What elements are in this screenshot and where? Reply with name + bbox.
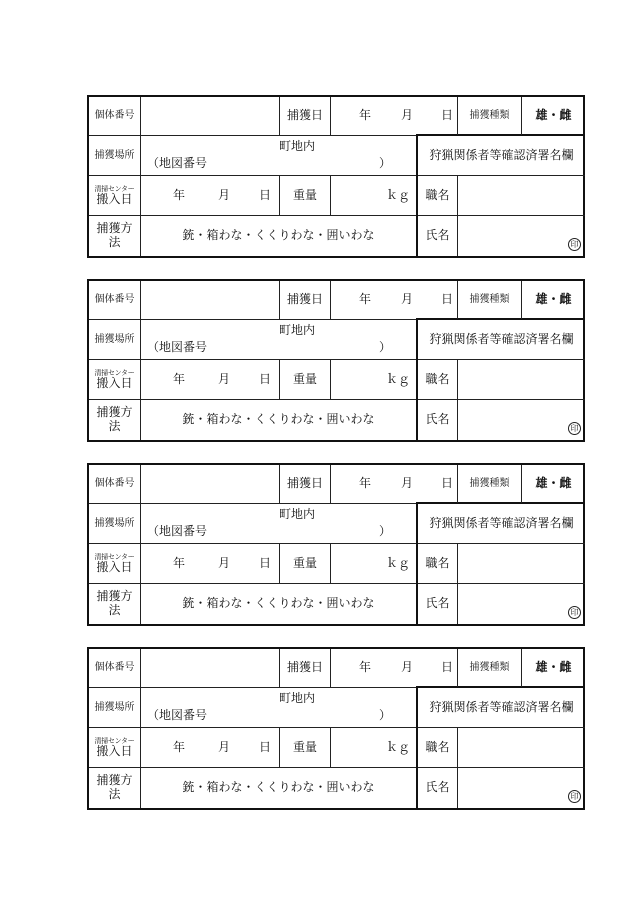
kg-unit: ｋｇ [385, 187, 410, 202]
capture-place-field[interactable] [141, 504, 416, 543]
seal-mark-icon: 印 [568, 238, 581, 251]
cleaning-center-label: 清掃センター [94, 736, 135, 745]
job-title-label: 職名 [425, 371, 450, 386]
month-label: 月 [401, 660, 414, 675]
month-label: 月 [218, 739, 231, 754]
month-label: 月 [218, 187, 231, 202]
capture-date-field[interactable] [331, 649, 457, 687]
sex-selector[interactable]: 雄・雌 [535, 660, 572, 675]
map-number-open: （地図番号 [147, 340, 208, 354]
kg-unit: ｋｇ [385, 555, 410, 570]
delivery-label: 搬入日 [96, 191, 133, 206]
capture-species-label: 捕獲種類 [469, 110, 510, 122]
cleaning-center-label: 清掃センター [94, 184, 135, 193]
delivery-date-label [89, 728, 140, 767]
year-label: 年 [173, 555, 186, 570]
weight-label: 重量 [292, 739, 317, 754]
capture-record-card [87, 279, 585, 442]
id-number-label: 個体番号 [94, 478, 135, 490]
year-label: 年 [173, 739, 186, 754]
confirmation-signature-title: 狩猟関係者等確認済署名欄 [429, 515, 574, 530]
name-field[interactable] [458, 400, 585, 440]
weight-field[interactable] [331, 360, 416, 399]
name-label: 氏名 [425, 780, 450, 795]
capture-method-label: 捕獲方法 [96, 589, 133, 617]
capture-record-card [87, 647, 585, 810]
capture-method-options[interactable]: 銃・箱わな・くくりわな・囲いわな [182, 596, 375, 611]
town-label: 町地内 [279, 323, 316, 337]
capture-date-label: 捕獲日 [286, 476, 323, 491]
delivery-date-field[interactable] [141, 544, 279, 583]
town-label: 町地内 [279, 139, 316, 153]
id-number-label: 個体番号 [94, 110, 135, 122]
capture-method-label: 捕獲方法 [96, 405, 133, 433]
capture-place-field[interactable] [141, 320, 416, 359]
year-label: 年 [359, 476, 372, 491]
name-field[interactable] [458, 584, 585, 624]
capture-place-label: 捕獲場所 [94, 517, 135, 529]
year-label: 年 [359, 292, 372, 307]
delivery-date-label [89, 360, 140, 399]
job-title-field[interactable] [458, 544, 585, 583]
day-label: 日 [259, 371, 272, 386]
job-title-field[interactable] [458, 728, 585, 767]
month-label: 月 [401, 292, 414, 307]
map-number-close: ） [379, 156, 392, 170]
year-label: 年 [173, 371, 186, 386]
month-label: 月 [401, 476, 414, 491]
delivery-date-field[interactable] [141, 360, 279, 399]
seal-mark-icon: 印 [568, 422, 581, 435]
id-number-field[interactable] [141, 649, 279, 687]
delivery-label: 搬入日 [96, 743, 133, 758]
name-field[interactable] [458, 768, 585, 808]
delivery-date-label [89, 176, 140, 215]
capture-place-label: 捕獲場所 [94, 149, 135, 161]
sex-selector[interactable]: 雄・雌 [535, 292, 572, 307]
day-label: 日 [441, 660, 454, 675]
day-label: 日 [259, 187, 272, 202]
weight-field[interactable] [331, 176, 416, 215]
delivery-label: 搬入日 [96, 375, 133, 390]
month-label: 月 [218, 371, 231, 386]
map-number-open: （地図番号 [147, 708, 208, 722]
id-number-label: 個体番号 [94, 294, 135, 306]
map-number-close: ） [379, 524, 392, 538]
day-label: 日 [441, 292, 454, 307]
sex-selector[interactable]: 雄・雌 [535, 108, 572, 123]
delivery-label: 搬入日 [96, 559, 133, 574]
capture-method-label: 捕獲方法 [96, 221, 133, 249]
capture-place-field[interactable] [141, 688, 416, 727]
capture-date-label: 捕獲日 [286, 292, 323, 307]
year-label: 年 [173, 187, 186, 202]
weight-label: 重量 [292, 187, 317, 202]
job-title-label: 職名 [425, 555, 450, 570]
year-label: 年 [359, 108, 372, 123]
town-label: 町地内 [279, 507, 316, 521]
capture-record-card [87, 463, 585, 626]
capture-date-field[interactable] [331, 97, 457, 135]
day-label: 日 [441, 108, 454, 123]
kg-unit: ｋｇ [385, 371, 410, 386]
map-number-close: ） [379, 340, 392, 354]
capture-species-label: 捕獲種類 [469, 294, 510, 306]
day-label: 日 [259, 555, 272, 570]
capture-record-card [87, 95, 585, 258]
sex-selector[interactable]: 雄・雌 [535, 476, 572, 491]
capture-place-label: 捕獲場所 [94, 333, 135, 345]
name-field[interactable] [458, 216, 585, 256]
month-label: 月 [401, 108, 414, 123]
day-label: 日 [441, 476, 454, 491]
confirmation-signature-title: 狩猟関係者等確認済署名欄 [429, 331, 574, 346]
id-number-field[interactable] [141, 97, 279, 135]
year-label: 年 [359, 660, 372, 675]
confirmation-signature-title: 狩猟関係者等確認済署名欄 [429, 699, 574, 714]
day-label: 日 [259, 739, 272, 754]
job-title-field[interactable] [458, 360, 585, 399]
job-title-field[interactable] [458, 176, 585, 215]
delivery-date-field[interactable] [141, 176, 279, 215]
job-title-label: 職名 [425, 187, 450, 202]
capture-method-options[interactable]: 銃・箱わな・くくりわな・囲いわな [182, 228, 375, 243]
capture-species-label: 捕獲種類 [469, 478, 510, 490]
seal-mark-icon: 印 [568, 790, 581, 803]
capture-species-label: 捕獲種類 [469, 662, 510, 674]
delivery-date-field[interactable] [141, 728, 279, 767]
cleaning-center-label: 清掃センター [94, 552, 135, 561]
name-label: 氏名 [425, 228, 450, 243]
capture-date-field[interactable] [331, 281, 457, 319]
capture-date-label: 捕獲日 [286, 108, 323, 123]
capture-method-label: 捕獲方法 [96, 773, 133, 801]
id-number-field[interactable] [141, 281, 279, 319]
name-label: 氏名 [425, 596, 450, 611]
weight-label: 重量 [292, 555, 317, 570]
id-number-label: 個体番号 [94, 662, 135, 674]
map-number-open: （地図番号 [147, 524, 208, 538]
seal-mark-icon: 印 [568, 606, 581, 619]
map-number-open: （地図番号 [147, 156, 208, 170]
confirmation-signature-title: 狩猟関係者等確認済署名欄 [429, 147, 574, 162]
capture-date-label: 捕獲日 [286, 660, 323, 675]
job-title-label: 職名 [425, 739, 450, 754]
cleaning-center-label: 清掃センター [94, 368, 135, 377]
capture-date-field[interactable] [331, 465, 457, 503]
weight-field[interactable] [331, 728, 416, 767]
weight-label: 重量 [292, 371, 317, 386]
capture-method-options[interactable]: 銃・箱わな・くくりわな・囲いわな [182, 780, 375, 795]
kg-unit: ｋｇ [385, 739, 410, 754]
capture-place-field[interactable] [141, 136, 416, 175]
delivery-date-label [89, 544, 140, 583]
map-number-close: ） [379, 708, 392, 722]
capture-place-label: 捕獲場所 [94, 701, 135, 713]
capture-method-options[interactable]: 銃・箱わな・くくりわな・囲いわな [182, 412, 375, 427]
weight-field[interactable] [331, 544, 416, 583]
month-label: 月 [218, 555, 231, 570]
id-number-field[interactable] [141, 465, 279, 503]
name-label: 氏名 [425, 412, 450, 427]
town-label: 町地内 [279, 691, 316, 705]
